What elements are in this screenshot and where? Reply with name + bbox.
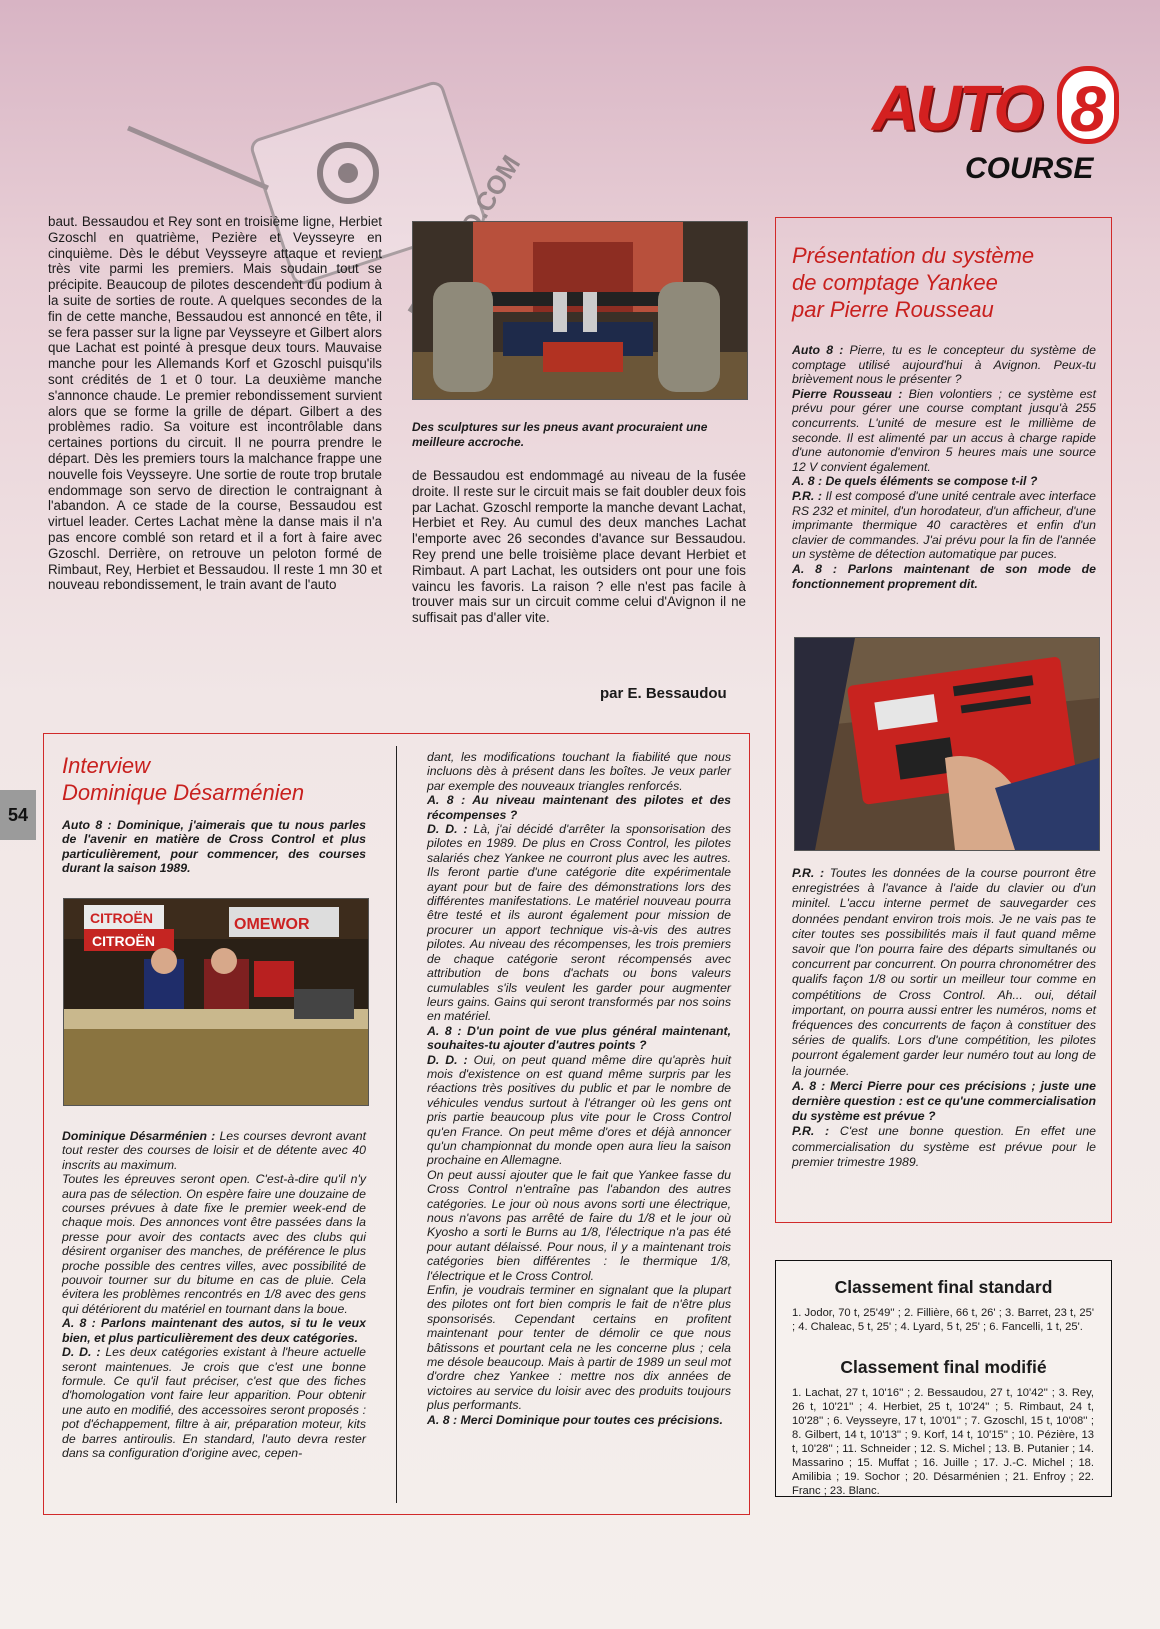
presentation-title bbox=[792, 242, 1111, 323]
interview-title-line-2: Dominique Désarménien bbox=[62, 780, 305, 805]
page-number: 54 bbox=[7, 805, 29, 825]
presentation-title-line-3: par Pierre Rousseau bbox=[792, 297, 994, 322]
presentation-title-line-1: Présentation du système bbox=[792, 243, 1035, 268]
page-number-tab bbox=[0, 790, 36, 840]
interview-paragraph: dant, les modifications touchant la fiabilité que nous incluons dès à présent dans les boîtes. Je veux parler par exemple des nouveaux triangles renforcés. bbox=[427, 750, 731, 793]
presentation-bottom-text bbox=[792, 866, 1096, 1170]
photo-sign: CITROËN bbox=[90, 910, 153, 926]
interview-paragraph: D. D. : Là, j'ai décidé d'arrêter la sponsorisation des pilotes en 1989. De plus en Cross Control, les pilotes salariés chez Yankee ne courront plus avec les autres. Ils feront partie d'une catégorie dite expérimentale ayant pour but de faire des démonstrations lors des différentes manifestations. Le matériel nouveau pourra être testé et ils auront également pour mission de procurer un apport technique vis-à-vis des autres pilotes. Au niveau des récompenses, les trois premiers de chaque catégorie seront récompensés avec attribution de bons d'achats ou bons valeurs cumulables s'ils veulent les garder pour augmenter leurs gains. Gains qui seront transformés par nos soins en matériel. bbox=[427, 822, 731, 1024]
interview-intro: Auto 8 : Dominique, j'aimerais que tu nous parles de l'avenir en matière de Cross Control et plus particulièrement, pour commencer, des courses durant la saison 1989. bbox=[62, 818, 366, 876]
photo-sign: OMEWOR bbox=[234, 916, 310, 933]
presentation-paragraph: A. 8 : Parlons maintenant de son mode de fonctionnement proprement dit. bbox=[792, 561, 1096, 591]
classement-standard-title: Classement final standard bbox=[834, 1277, 1053, 1297]
presentation-paragraph: P.R. : Toutes les données de la course pourront être enregistrées à l'avance à l'aide du clavier ou d'un minitel. L'accu interne permet de sauvegarder ces données pendant environ trois mois. Je ne vais pas te citer toutes ses possibilités mais il faut quand même savoir que l'on pourra faire des départs simultanés ou concurrent par concurrent. On pourra chronométrer des qualifs façon 1/8 ou sortir un meilleur tour comme en compétitions de Cross Control. Ah... oui, détail important, on pourra aussi entrer les numéros, noms et fréquences des concurrents de façon à constituer des séries de qualifs. Lors d'une compétition, les pilotes pourront également garder leur numéro tout au long de la journée. bbox=[792, 866, 1096, 1078]
interview-paragraph: A. 8 : Parlons maintenant des autos, si tu le veux bien, et plus particulièrement des deux catégories. bbox=[62, 1316, 366, 1345]
interview-col1 bbox=[62, 1129, 366, 1460]
presentation-title-line-2: de comptage Yankee bbox=[792, 270, 998, 295]
presentation-paragraph: A. 8 : De quels éléments se compose t-il ? bbox=[792, 474, 1038, 489]
presentation-top-text bbox=[792, 343, 1096, 591]
classement-modifie-title: Classement final modifié bbox=[840, 1357, 1047, 1377]
interview-paragraph: On peut aussi ajouter que le fait que Yankee fasse du Cross Control n'entraîne pas l'abandon des autres catégories. Le jour où nous avons sorti une électrique, nous n'avons pas arrêté de faire du 1/8 et le jour où Kyosho a sorti le Burns au 1/8, l'électrique n'a pas été pour autant délaissé. Pour nous, il y a maintenant trois catégories bien différentes : le thermique 1/8, l'électrique et le Cross Control. bbox=[427, 1167, 731, 1283]
classement-modifie-text: 1. Lachat, 27 t, 10'16'' ; 2. Bessaudou, 27 t, 10'42'' ; 3. Rey, 26 t, 10'21'' ; 4. Herbiet, 25 t, 10'24'' ; 5. Rimbaut, 24 t, 10'28'' ; 6. Veysseyre, 17 t, 10'01'' ; 7. Gzoschl, 15 t, 10'08'' ; 8. Gilbert, 14 t, 10'13'' ; 9. Korf, 14 t, 10'15'' ; 10. Pézière, 13 t, 10'28'' ; 11. Schneider ; 12. S. Michel ; 13. B. Putanier ; 14. Massarino ; 15. Muffat ; 16. Juille ; 17. J.-C. Michel ; 18. Amilibia ; 19. Sochor ; 20. Désarménien ; 21. Enfroy ; 22. Franc ; 23. Blanc. bbox=[792, 1387, 1094, 1497]
presentation-paragraph: Auto 8 : Pierre, tu es le concepteur du système de comptage utilisé aujourd'hui à Avignon. Peux-tu brièvement nous le présenter ? bbox=[792, 343, 1096, 387]
article-col1-text: baut. Bessaudou et Rey sont en troisième ligne, Herbiet Gzoschl en quatrième, Pezière et Veysseyre en cinquième. Dès le début Veysseyre attaque et revient très vite parmi les premiers. Mais soudain tout se précipite. Beaucoup de pilotes descendent du podium à la suite de sorties de route. A quelques secondes de la fin de cette manche, Bessaudou est annoncé en tête, il se fera passer sur la ligne par Veysseyre et Gilbert alors que Lachat est pointé à presque deux tours. Mauvaise manche pour les Allemands Korf et Gzoschl puisqu'ils sont crédités de 1 et 0 tour. La deuxième manche s'annonce chaude. Le premier rebondissement survient alors que se forme la grille de départ. Gilbert a des problèmes radio. Sa voiture est incontrôlable dans certaines portions du circuit. Il ne pourra prendre le départ. Dès les premiers tours la malchance frappe une nouvelle fois Veysseyre. Une sortie de route trop brutale endommage son servo de direction le contraignant à l'abandon. A ce stade de la course, Bessaudou est virtuel leader. Certes Lachat mène la danse mais il n'a pas encore comblé son retard et il a fort à faire avec Gzoschl. Derrière, on retrouve un peloton formé de Rimbaut, Rey, Herbiet et Bessaudou. Il reste 1 mn 30 et nouveau rebondissement, le train avant de l'auto bbox=[48, 214, 382, 593]
interview-paragraph: Dominique Désarménien : Les courses devront avant tout rester des courses de loisir et de détente avec 40 inscrits au maximum. bbox=[62, 1129, 366, 1172]
column-divider bbox=[396, 746, 397, 1503]
presentation-paragraph: P.R. : C'est une bonne question. En effet une commercialisation du système est prévue pour le premier trimestre 1989. bbox=[792, 1124, 1096, 1169]
classement-box bbox=[775, 1260, 1112, 1497]
interview-paragraph: A. 8 : Merci Dominique pour toutes ces précisions. bbox=[427, 1412, 723, 1427]
section-label: COURSE bbox=[965, 152, 1094, 185]
auto8-logo bbox=[872, 72, 1127, 152]
logo-text: AUTO bbox=[872, 72, 1041, 144]
interview-title-line-1: Interview bbox=[62, 753, 151, 778]
article-column-2 bbox=[412, 468, 746, 626]
interview-col2 bbox=[427, 750, 731, 1427]
logo-number: 8 bbox=[1057, 66, 1119, 144]
timing-system-photo bbox=[794, 637, 1100, 851]
article-col2-text: de Bessaudou est endommagé au niveau de la fusée droite. Il reste sur le circuit mais se fait doubler deux fois par Lachat. Gzoschl remporte la manche devant Lachat, Herbiet et Rey. Au cumul des deux manches Lachat l'emporte avec 26 secondes d'avance sur Bessaudou. Rey prend une belle troisième place devant Herbiet et Rimbaut. A part Lachat, les outsiders ont pour une fois vaincu les favoris. La raison ? elle n'est pas facile à trouver mais sur un circuit comme celui d'Avignon il ne suffisait pas d'aller vite. bbox=[412, 468, 746, 626]
byline: par E. Bessaudou bbox=[600, 685, 727, 702]
interview-paragraph: A. 8 : Au niveau maintenant des pilotes et des récompenses ? bbox=[427, 793, 731, 822]
interview-paragraph: Enfin, je voudrais terminer en signalant que la plupart des pilotes ont fort bien compris le fait de n'être plus sponsorisés. Cependant certains en profitent maintenant pour tenter de démolir ce que nous bâtissons et pourtant cela ne les concerne plus ; cela me désole beaucoup. Mais à partir de 1989 un seul mot d'ordre chez Yankee : mettre nos dix années de victoires au service du loisir avec des produits toujours plus performants. bbox=[427, 1283, 731, 1413]
interview-paragraph: D. D. : Oui, on peut quand même dire qu'après huit mois d'existence on est quand même surpris par les réactions très positives du public et par le nombre de véhicules vendus surtout à l'étranger où les gens ont pris partie beaucoup plus vite pour le Cross Control qu'en France. On peut même d'ores et déjà annoncer qu'un championnat du monde open aura lieu la saison prochaine en Allemagne. bbox=[427, 1052, 731, 1168]
interview-paragraph: D. D. : Les deux catégories existant à l'heure actuelle seront maintenues. Je crois que c'est une bonne formule. Ce qu'il faut préciser, c'est que des fiches d'homologation vont faire leur apparition. Pour obtenir une auto en modifié, des accessoires seront proposés : pot d'échappement, filtre à air, préparation moteur, kits de barres antiroulis. En standard, l'auto devra rester dans sa configuration d'origine avec, cepen- bbox=[62, 1345, 366, 1460]
classement-standard-text: 1. Jodor, 70 t, 25'49'' ; 2. Fillière, 66 t, 26' ; 3. Barret, 23 t, 25' ; 4. Chaleac, 5 t, 25' ; 4. Lyard, 5 t, 25' ; 6. Fancelli, 1 t, 25'. bbox=[792, 1307, 1094, 1333]
race-stand-photo bbox=[63, 898, 369, 1106]
photo-sign: CITROËN bbox=[92, 933, 155, 949]
car-photo-caption: Des sculptures sur les pneus avant procuraient une meilleure accroche. bbox=[412, 420, 708, 449]
presentation-paragraph: A. 8 : Merci Pierre pour ces précisions ; juste une dernière question : est ce qu'une commercialisation du système est prévue ? bbox=[792, 1078, 1096, 1124]
interview-title bbox=[62, 752, 304, 806]
interview-paragraph: A. 8 : D'un point de vue plus général maintenant, souhaites-tu ajouter d'autres points ? bbox=[427, 1023, 731, 1053]
interview-box bbox=[43, 733, 750, 1515]
presentation-paragraph: Pierre Rousseau : Bien volontiers ; ce système est prévu pour gérer une course comptant jusqu'à 255 concurrents. L'unité de mesure est le millième de seconde. Il est alimenté par un accus à charge rapide d'une autonomie d'environ 5 heures mais une source 12 V convient également. bbox=[792, 386, 1096, 474]
presentation-paragraph: P.R. : Il est composé d'une unité centrale avec interface RS 232 et minitel, d'un horodateur, d'un afficheur, d'une imprimante thermique 40 caractères et enfin d'un clavier de commandes. J'ai prévu pour la fin de l'année un système de détection automatique par puces. bbox=[792, 488, 1096, 562]
car-photo bbox=[412, 221, 748, 400]
article-column-1 bbox=[48, 214, 382, 593]
interview-paragraph: Toutes les épreuves seront open. C'est-à-dire qu'il n'y aura pas de sélection. On espère faire une douzaine de courses prévues à date fixe le premier week-end de chaque mois. Des annonces vont être passées dans la presse pour avoir des contacts avec des clubs qui désirent organiser des manches, de préférence le plus proche possible des centres villes, avec possibilité de pouvoir tourner sur du bitume en cas de pluie. Cela évitera les problèmes rencontrés en 1/8 avec des gens qui détériorent du matériel en tournant dans la boue. bbox=[62, 1172, 366, 1316]
